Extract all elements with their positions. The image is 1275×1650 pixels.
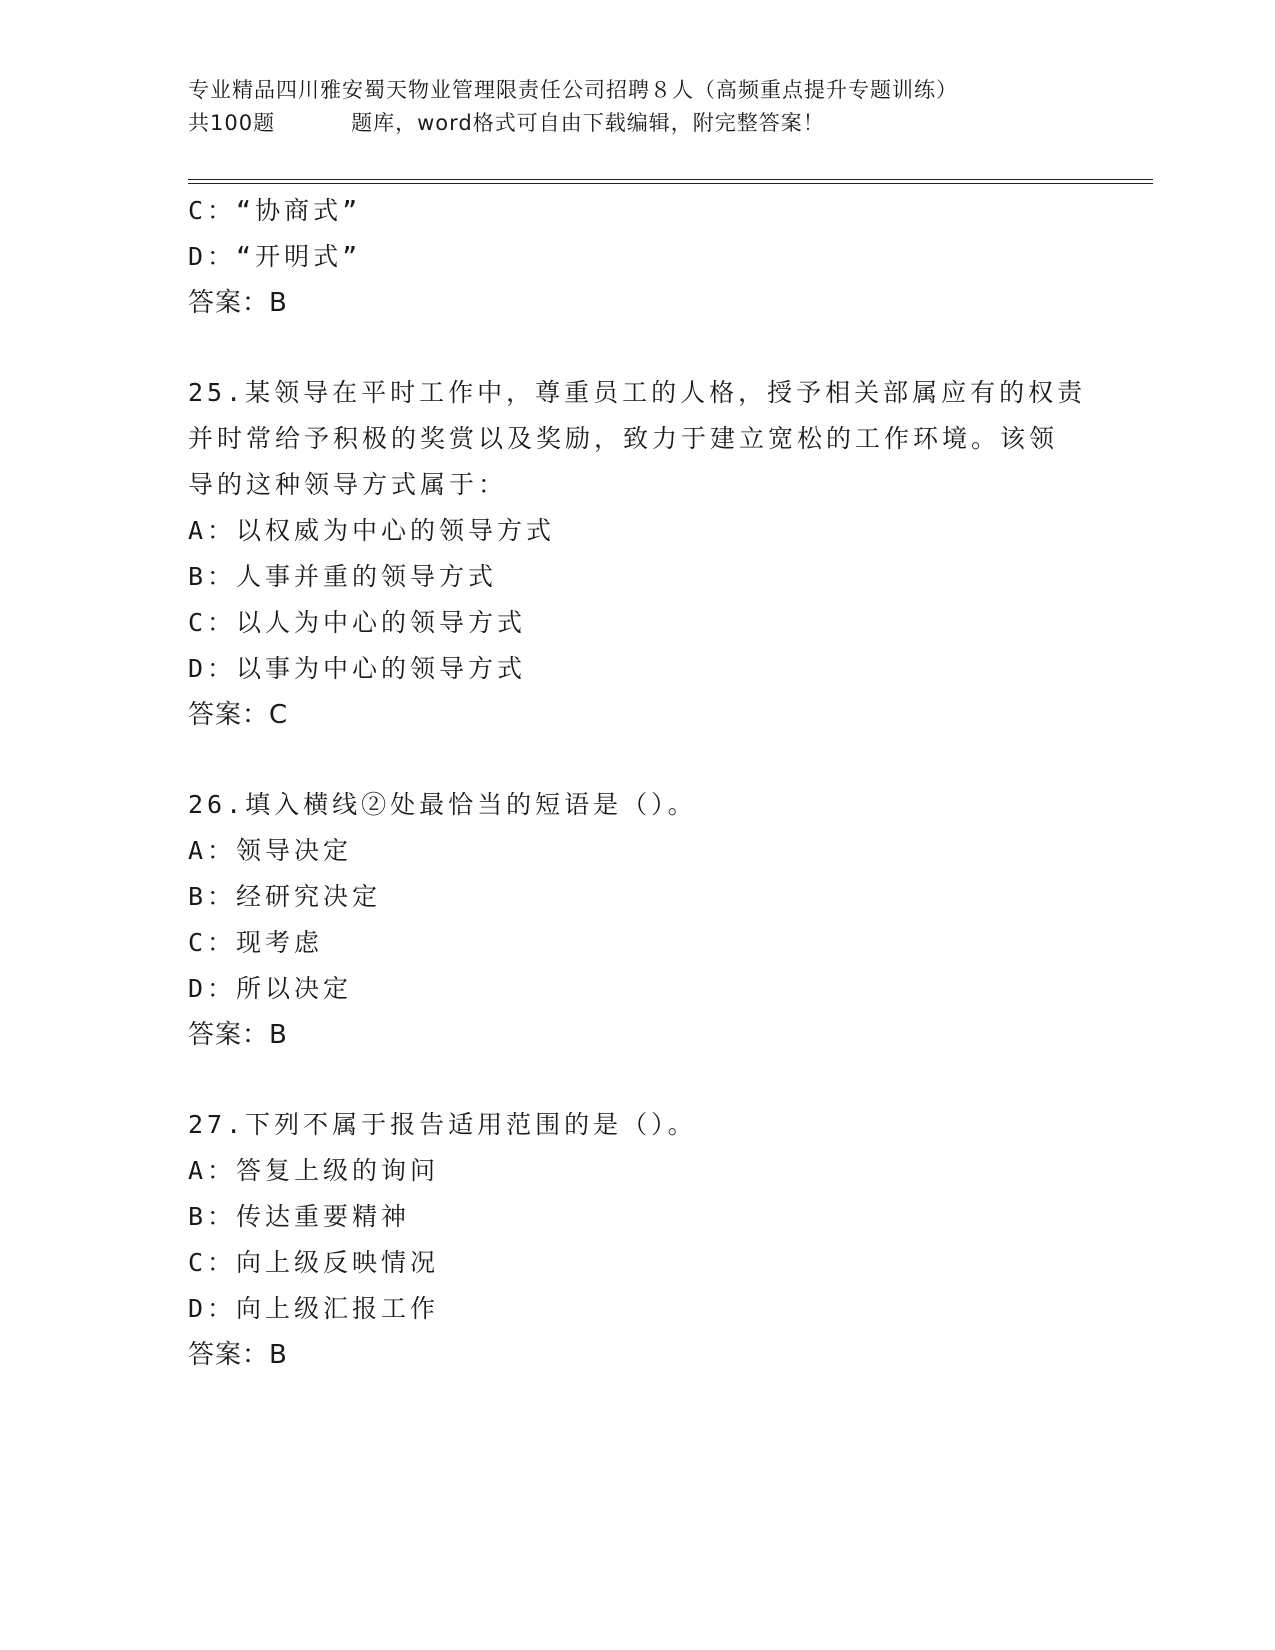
option-c: C：向上级反映情况 (188, 1248, 440, 1277)
question-block-26 (188, 782, 1088, 1058)
question-text: 并时常给予积极的奖赏以及奖励，致力于建立宽松的工作环境。该领 (188, 424, 1059, 453)
question-list (188, 188, 1088, 1378)
question-text: 25.某领导在平时工作中，尊重员工的人格，授予相关部属应有的权责 (188, 378, 1087, 407)
question-text: 26.填入横线②处最恰当的短语是（）。 (188, 790, 697, 819)
answer-line: 答案：C (188, 700, 289, 730)
option-a: A：以权威为中心的领导方式 (188, 516, 556, 545)
question-text: 27.下列不属于报告适用范围的是（）。 (188, 1110, 697, 1139)
option-c: C：以人为中心的领导方式 (188, 608, 527, 637)
header-divider-bottom (188, 183, 1153, 184)
option-d: D：所以决定 (188, 974, 353, 1003)
question-block-24 (188, 188, 1088, 326)
option-a: A：领导决定 (188, 836, 353, 865)
option-b: B：人事并重的领导方式 (188, 562, 498, 591)
option-c: C：现考虑 (188, 928, 324, 957)
option-d: D：以事为中心的领导方式 (188, 654, 527, 683)
header-question-count: 共100题 (188, 111, 276, 135)
document-header (188, 74, 1088, 140)
question-block-27 (188, 1102, 1088, 1378)
answer-line: 答案：B (188, 288, 288, 318)
option-d: D：向上级汇报工作 (188, 1294, 440, 1323)
option-b: B：经研究决定 (188, 882, 382, 911)
header-subtitle (188, 107, 1088, 140)
answer-line: 答案：B (188, 1340, 288, 1370)
option-d: D：“开明式” (188, 242, 362, 271)
option-b: B：传达重要精神 (188, 1202, 411, 1231)
option-a: A：答复上级的询问 (188, 1156, 440, 1185)
option-c: C：“协商式” (188, 196, 362, 225)
question-text: 导的这种领导方式属于： (188, 470, 508, 499)
answer-line: 答案：B (188, 1020, 288, 1050)
header-title: 专业精品四川雅安蜀天物业管理限责任公司招聘８人（高频重点提升专题训练） (188, 78, 958, 102)
header-description: 题库，word格式可自由下载编辑，附完整答案！ (351, 111, 825, 135)
question-block-25 (188, 370, 1088, 738)
header-divider-top (188, 179, 1153, 180)
